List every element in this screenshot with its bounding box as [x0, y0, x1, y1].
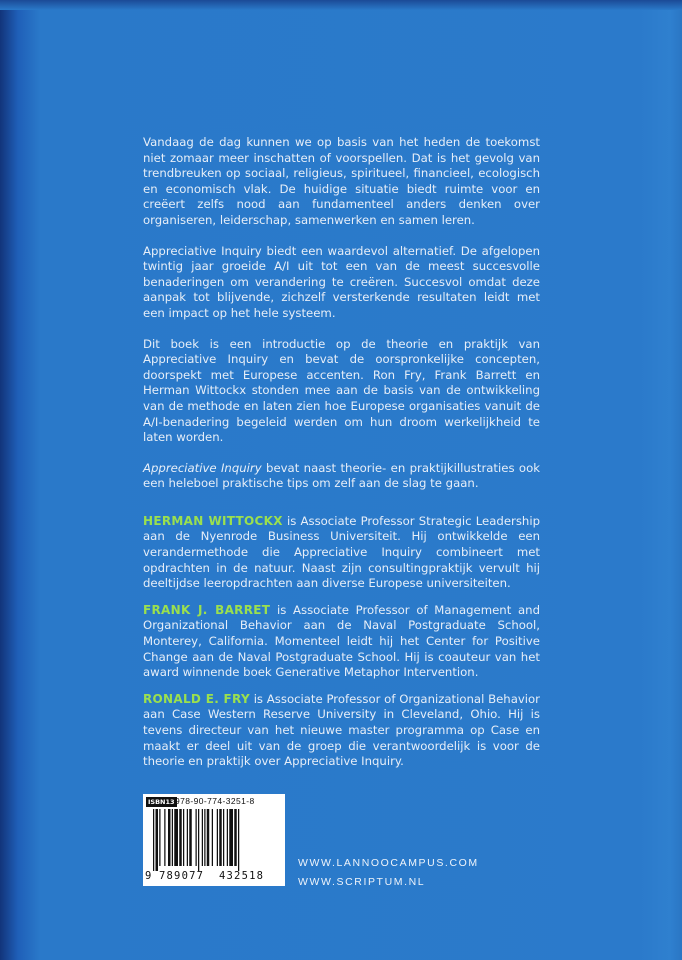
intro-paragraph-3: Dit boek is een introductie op de theorie en praktijk van Appreciative Inquiry en bevat de oorspronkelijke concepten, doorspekt met Europese accenten. Ron Fry, Frank Barrett en Herman Wittockx stonden mee aan de basis van de ontwikkeling van de methode en laten zien hoe Europese organisaties vanuit de A/I-benadering begeleid werden om hun droom werkelijkheid te laten worden. — [143, 336, 540, 445]
isbn-barcode — [143, 794, 285, 886]
author-bio-text: is Associate Professor of Organizational Behavior aan Case Western Reserve University in Cleveland, Ohio. Hij is tevens directeur van het nieuwe master programma op Case en maakt er deel uit van de groep die verantwoordelijk is voor de theorie en praktijk over Appreciative Inquiry. — [143, 691, 540, 769]
imprint-url[interactable]: WWW.SCRIPTUM.NL — [298, 876, 426, 888]
barcode-digits-right: 432518 — [219, 870, 265, 882]
author-bio-text: is Associate Professor Strategic Leadership aan de Nyenrode Business Universiteit. Hij ontwikkelde een verandermethode die Appreciative Inquiry combineert met opdrachten in de natuur. Naast zijn consultingpraktijk vervult hij deeltijdse leeropdrachten aan diverse Europese universiteiten. — [143, 513, 540, 591]
intro-paragraph-4-text: bevat naast theorie- en praktijkillustraties ook een heleboel praktische tips om zelf aan de slag te gaan. — [143, 460, 540, 491]
author-bio-fry — [143, 692, 540, 770]
cover-top-edge — [0, 0, 682, 10]
isbn-number: 978-90-774-3251-8 — [175, 796, 255, 806]
intro-paragraph-1: Vandaag de dag kunnen we op basis van het heden de toekomst niet zomaar meer inschatten of voorspellen. Dat is het gevolg van trendbreuken op sociaal, religieus, spiritueel, financieel, ecologisch en economisch vlak. De huidige situatie biedt ruimte voor en creëert zelfs nood aan fundamenteel anders denken over organiseren, leiderschap, samenwerken en samen leren. — [143, 135, 540, 227]
intro-paragraph-4 — [143, 461, 540, 492]
author-name: FRANK J. BARRET — [143, 602, 271, 617]
author-bio-text: is Associate Professor of Management and Organizational Behavior aan de Naval Postgraduate School, Monterey, California. Momenteel leidt hij het Center for Positive Change aan de Naval Postgraduate School. Hij is coauteur van het award winnende boek Generative Metaphor Intervention. — [143, 602, 540, 680]
author-bio-barrett — [143, 603, 540, 681]
barcode-bars — [153, 809, 275, 871]
publisher-links — [298, 854, 479, 892]
author-name: HERMAN WITTOCKX — [143, 513, 283, 528]
book-title-inline: Appreciative Inquiry — [143, 460, 262, 475]
barcode-digits-left: 789077 — [159, 870, 205, 882]
author-name: RONALD E. FRY — [143, 691, 250, 706]
isbn-label: ISBN13 — [148, 798, 175, 806]
publisher-url[interactable]: WWW.LANNOOCAMPUS.COM — [298, 857, 479, 869]
blurb — [143, 135, 540, 780]
intro-paragraph-2: Appreciative Inquiry biedt een waardevol alternatief. De afgelopen twintig jaar groeide A/I uit tot een van de meest succesvolle benaderingen om verandering te creëren. Succesvol omdat deze aanpak tot blijvende, zichzelf versterkende resultaten leidt met een impact op het hele systeem. — [143, 243, 540, 320]
author-bio-wittockx — [143, 514, 540, 592]
barcode-digit-first: 9 — [145, 870, 152, 882]
